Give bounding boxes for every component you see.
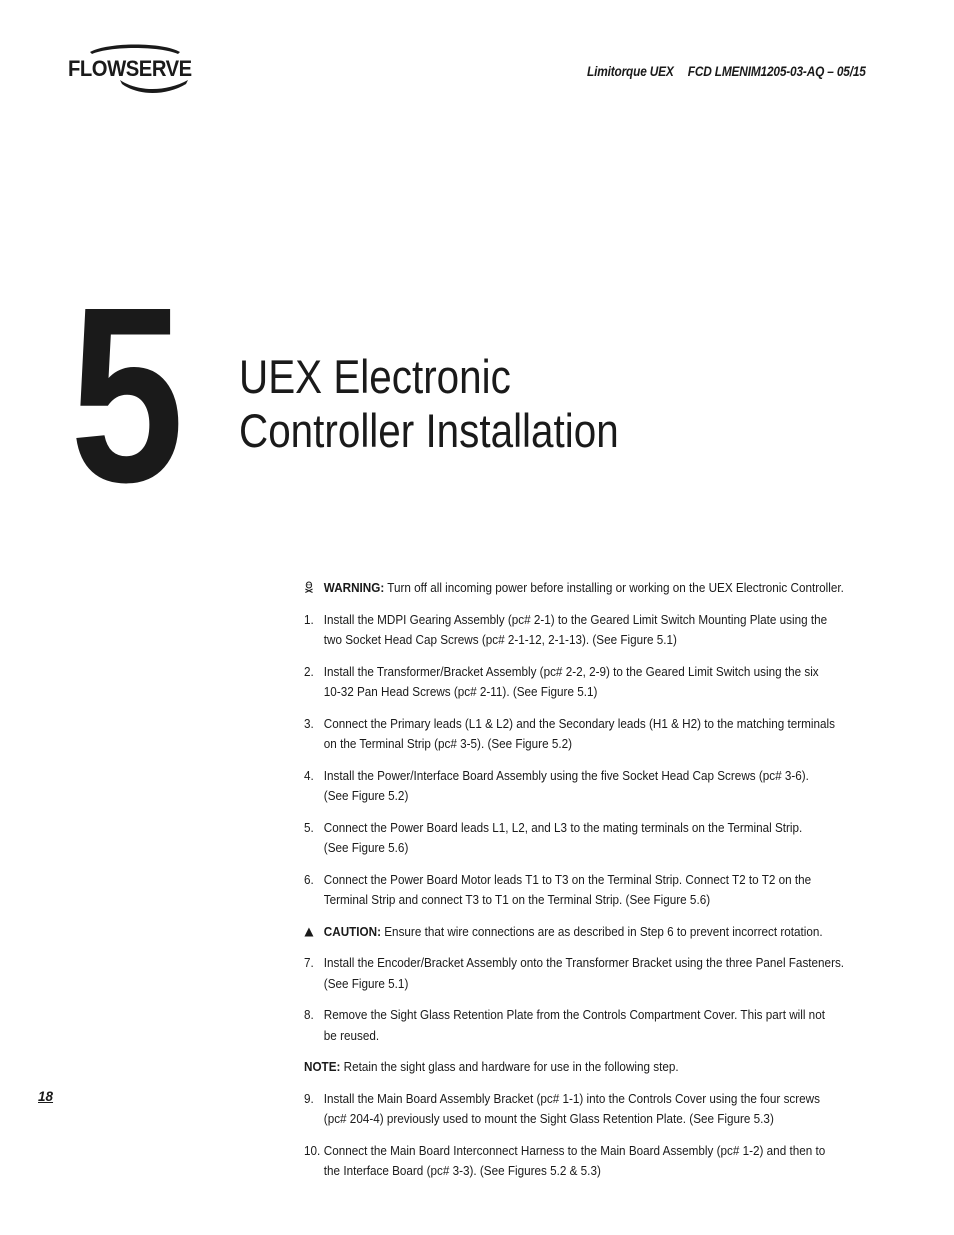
step-number: 4.	[304, 767, 314, 783]
step-text-line1: Connect the Power Board leads L1, L2, and L3 to the mating terminals on the Terminal Strip.	[323, 819, 803, 835]
step-text-line2: (See Figure 5.6)	[323, 840, 409, 855]
step-text-line1: Connect the Primary leads (L1 & L2) and the Secondary leads (H1 & H2) to the matching terminals	[323, 715, 835, 731]
warning-triangle-icon	[304, 922, 314, 943]
step-text-line1: Connect the Power Board Motor leads T1 to T3 on the Terminal Strip. Connect T2 to T2 on the	[323, 871, 812, 887]
step-number: 5.	[304, 819, 314, 835]
document-code: FCD LMENIM1205-03-AQ – 05/15	[688, 64, 866, 79]
step-number: 2.	[304, 663, 314, 679]
step-number: 8.	[304, 1007, 314, 1022]
skull-icon	[304, 578, 314, 599]
step-text-line1: Install the Main Board Assembly Bracket (pc# 1-1) into the Controls Cover using the four screws	[323, 1090, 820, 1106]
step-number: 3.	[304, 715, 314, 731]
step-text-line2: be reused.	[323, 1027, 380, 1043]
chapter-number: 5	[70, 255, 181, 534]
step-item	[304, 818, 869, 859]
product-name: Limitorque UEX	[587, 64, 674, 79]
flowserve-logo	[68, 44, 208, 96]
step-text-line1: Install the MDPI Gearing Assembly (pc# 2-1) to the Geared Limit Switch Mounting Plate using the	[323, 611, 828, 627]
step-text-line2: (pc# 204-4) previously used to mount the Sight Glass Retention Plate. (See Figure 5.3)	[323, 1111, 774, 1126]
note-text: Retain the sight glass and hardware for use in the following step.	[343, 1059, 679, 1074]
caution-text: Ensure that wire connections are as described in Step 6 to prevent incorrect rotation.	[384, 923, 823, 939]
step-item	[304, 766, 869, 807]
step-text-line1: Install the Power/Interface Board Assembly using the five Socket Head Cap Screws (pc# 3-6).	[323, 767, 809, 783]
step-item	[304, 1141, 869, 1182]
logo-text: FLOWSERVE	[68, 56, 192, 81]
step-text-line2: the Interface Board (pc# 3-3). (See Figures 5.2 & 5.3)	[323, 1163, 601, 1178]
step-text-line1: Remove the Sight Glass Retention Plate from the Controls Compartment Cover. This part will not	[323, 1007, 825, 1022]
step-text-line2: two Socket Head Cap Screws (pc# 2-1-12, 2-1-13). (See Figure 5.1)	[323, 632, 677, 647]
step-text-line2: (See Figure 5.1)	[323, 975, 409, 991]
note-label: NOTE:	[304, 1059, 341, 1074]
step-text-line1: Connect the Main Board Interconnect Harness to the Main Board Assembly (pc# 1-2) and then to	[323, 1142, 826, 1158]
step-item	[304, 714, 869, 755]
step-item	[304, 662, 869, 703]
step-text-line1: Install the Encoder/Bracket Assembly onto the Transformer Bracket using the three Panel Fasteners.	[323, 955, 845, 970]
chapter-title	[239, 350, 619, 458]
step-text-line2: Terminal Strip and connect T3 to T1 on the Terminal Strip. (See Figure 5.6)	[323, 892, 711, 907]
instructions-body	[304, 578, 874, 1193]
running-header	[587, 64, 866, 79]
caution-label: CAUTION:	[323, 923, 381, 939]
warning-paragraph	[304, 578, 869, 599]
step-text-line2: (See Figure 5.2)	[323, 788, 409, 803]
step-item	[304, 610, 869, 651]
caution-paragraph	[304, 922, 869, 943]
warning-label: WARNING:	[323, 580, 385, 595]
step-text-line1: Install the Transformer/Bracket Assembly (pc# 2-2, 2-9) to the Geared Limit Switch using the six	[323, 663, 819, 679]
chapter-title-line1: UEX Electronic	[239, 350, 511, 403]
step-text-line2: on the Terminal Strip (pc# 3-5). (See Figure 5.2)	[323, 736, 573, 751]
step-item	[304, 1005, 869, 1046]
step-number: 9.	[304, 1090, 314, 1106]
note-paragraph	[304, 1057, 869, 1078]
step-text-line2: 10-32 Pan Head Screws (pc# 2-11). (See Figure 5.1)	[323, 684, 598, 699]
step-item	[304, 1089, 869, 1130]
step-number: 1.	[304, 611, 314, 627]
step-number: 6.	[304, 871, 314, 887]
step-item	[304, 870, 869, 911]
page-number: 18	[38, 1089, 54, 1104]
chapter-title-line2: Controller Installation	[239, 404, 619, 457]
step-item	[304, 953, 869, 994]
step-number: 10.	[304, 1142, 321, 1158]
warning-text: Turn off all incoming power before installing or working on the UEX Electronic Controller.	[387, 580, 844, 595]
step-number: 7.	[304, 955, 314, 970]
